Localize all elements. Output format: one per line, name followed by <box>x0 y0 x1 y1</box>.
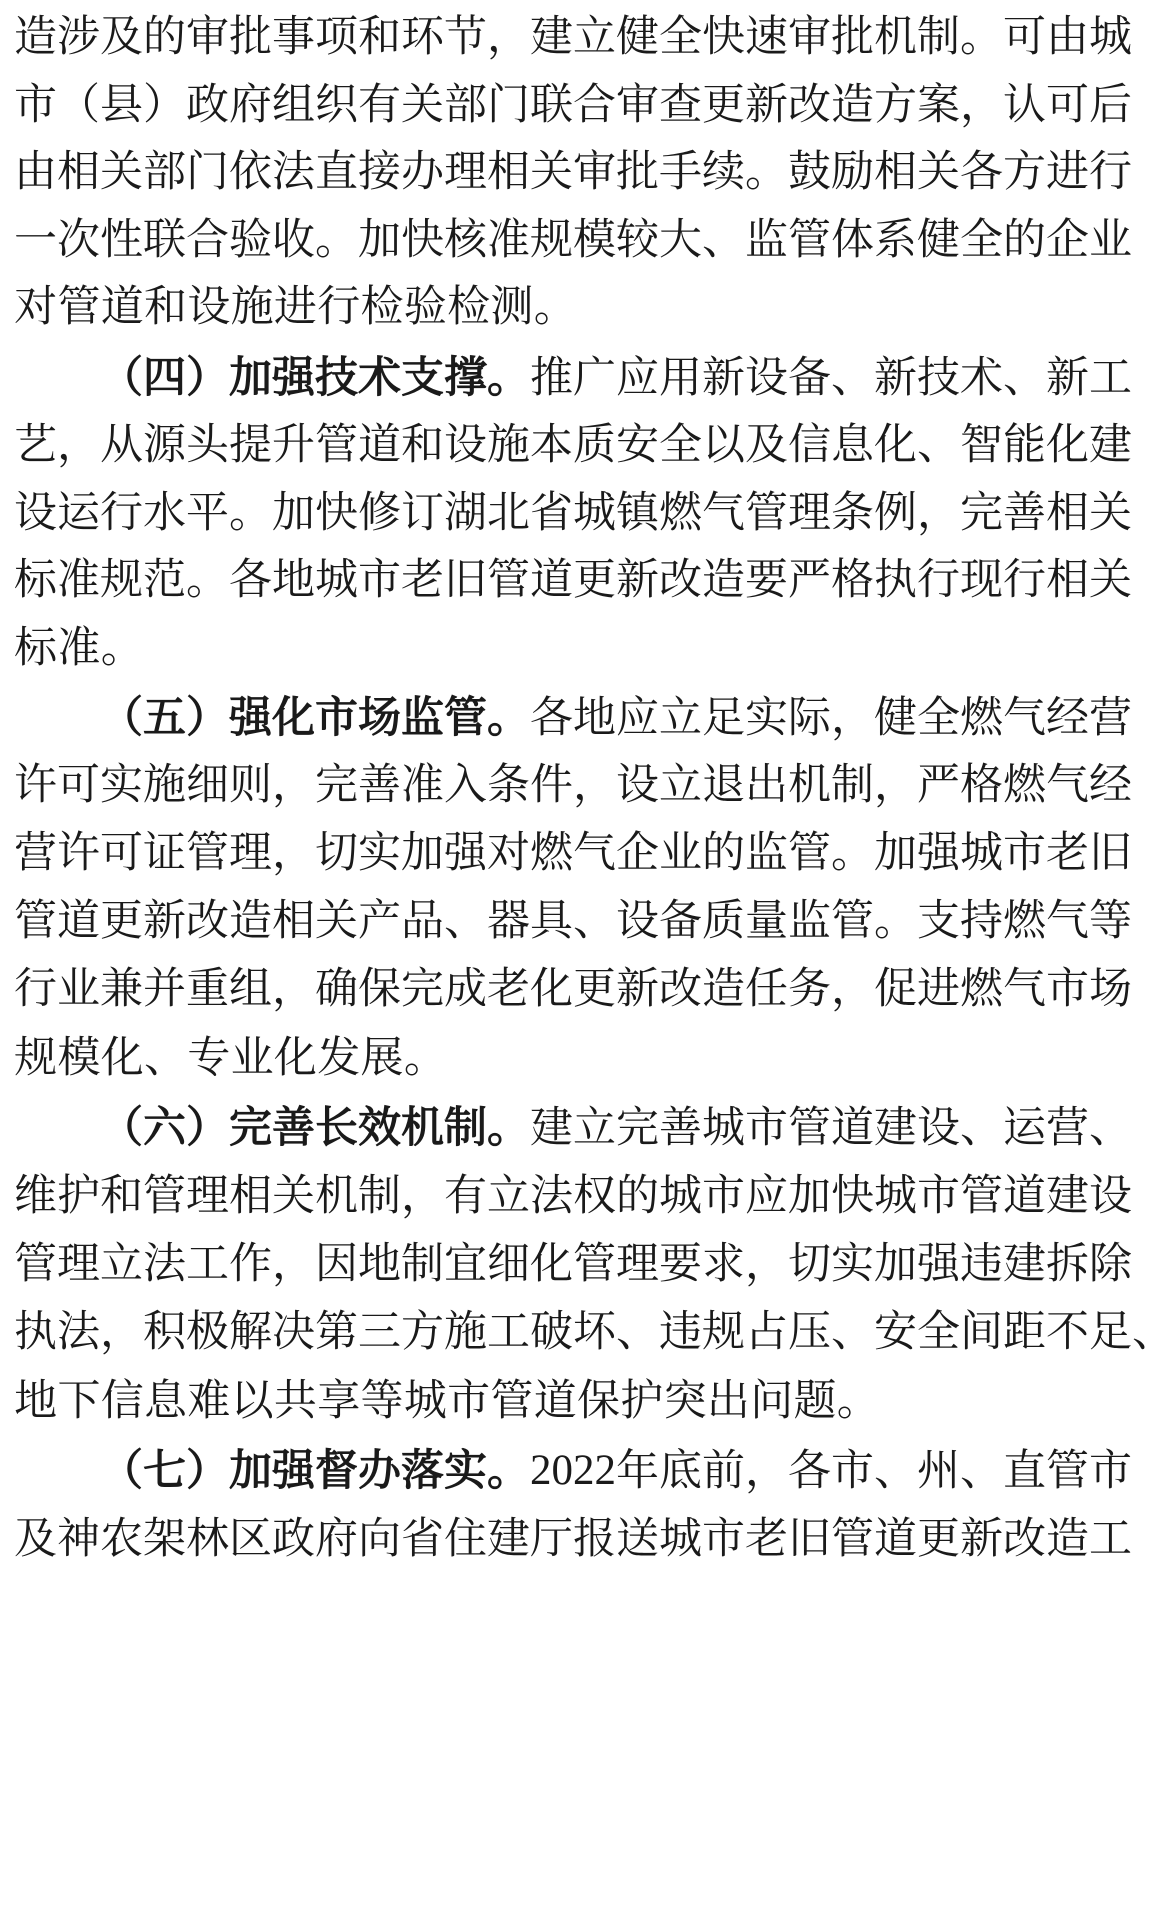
text-line: 维 护 和 管 理 相 关 机 制 ， 有 立 法 权 的 城 市 应 加 快 城 市 管 道 建 设 <box>14 1171 1132 1221</box>
text-line: （ 四 ） 加 强 技 术 支 撑 。 推 广 应 用 新 设 备 、 新 技 术 、 新 工 <box>100 353 1132 403</box>
text-line: 规 模 化 、 专 业 化 发 展 。 <box>14 1033 447 1083</box>
text-line: （ 六 ） 完 善 长 效 机 制 。 建 立 完 善 城 市 管 道 建 设 、 运 营 、 <box>100 1103 1132 1153</box>
text-line: 标 准 。 <box>14 623 144 673</box>
text-line: 造 涉 及 的 审 批 事 项 和 环 节 ， 建 立 健 全 快 速 审 批 机 制 。 可 由 城 <box>14 12 1132 62</box>
text-line: 执 法 ， 积 极 解 决 第 三 方 施 工 破 坏 、 违 规 占 压 、 安 全 间 距 不 足 、 <box>14 1307 1175 1357</box>
text-line: 管 道 更 新 改 造 相 关 产 品 、 器 具 、 设 备 质 量 监 管 。 支 持 燃 气 等 <box>14 896 1132 946</box>
text-line: 管 理 立 法 工 作 ， 因 地 制 宜 细 化 管 理 要 求 ， 切 实 加 强 违 建 拆 除 <box>14 1239 1132 1289</box>
text-line: 设 运 行 水 平 。 加 快 修 订 湖 北 省 城 镇 燃 气 管 理 条 例 ， 完 善 相 关 <box>14 488 1132 538</box>
text-line: 市 （ 县 ） 政 府 组 织 有 关 部 门 联 合 审 查 更 新 改 造 方 案 ， 认 可 后 <box>14 80 1132 130</box>
text-line: 行 业 兼 并 重 组 ， 确 保 完 成 老 化 更 新 改 造 任 务 ， 促 进 燃 气 市 场 <box>14 964 1132 1014</box>
text-line: 由 相 关 部 门 依 法 直 接 办 理 相 关 审 批 手 续 。 鼓 励 相 关 各 方 进 行 <box>14 147 1132 197</box>
text-line: 艺 ， 从 源 头 提 升 管 道 和 设 施 本 质 安 全 以 及 信 息 化 、 智 能 化 建 <box>14 420 1132 470</box>
text-line: 一 次 性 联 合 验 收 。 加 快 核 准 规 模 较 大 、 监 管 体 系 健 全 的 企 业 <box>14 215 1132 265</box>
text-line: 标 准 规 范 。 各 地 城 市 老 旧 管 道 更 新 改 造 要 严 格 执 行 现 行 相 关 <box>14 555 1132 605</box>
text-line: 对 管 道 和 设 施 进 行 检 验 检 测 。 <box>14 282 577 332</box>
text-line: （ 五 ） 强 化 市 场 监 管 。 各 地 应 立 足 实 际 ， 健 全 燃 气 经 营 <box>100 693 1132 743</box>
text-line: 许 可 实 施 细 则 ， 完 善 准 入 条 件 ， 设 立 退 出 机 制 ， 严 格 燃 气 经 <box>14 760 1132 810</box>
text-line: （ 七 ） 加 强 督 办 落 实 。 2022 年 底 前 ， 各 市 、 州 、 直 管 市 <box>100 1446 1132 1496</box>
text-line: 地 下 信 息 难 以 共 享 等 城 市 管 道 保 护 突 出 问 题 。 <box>14 1376 880 1426</box>
text-line: 及 神 农 架 林 区 政 府 向 省 住 建 厅 报 送 城 市 老 旧 管 道 更 新 改 造 工 <box>14 1514 1132 1564</box>
text-line: 营 许 可 证 管 理 ， 切 实 加 强 对 燃 气 企 业 的 监 管 。 加 强 城 市 老 旧 <box>14 828 1132 878</box>
